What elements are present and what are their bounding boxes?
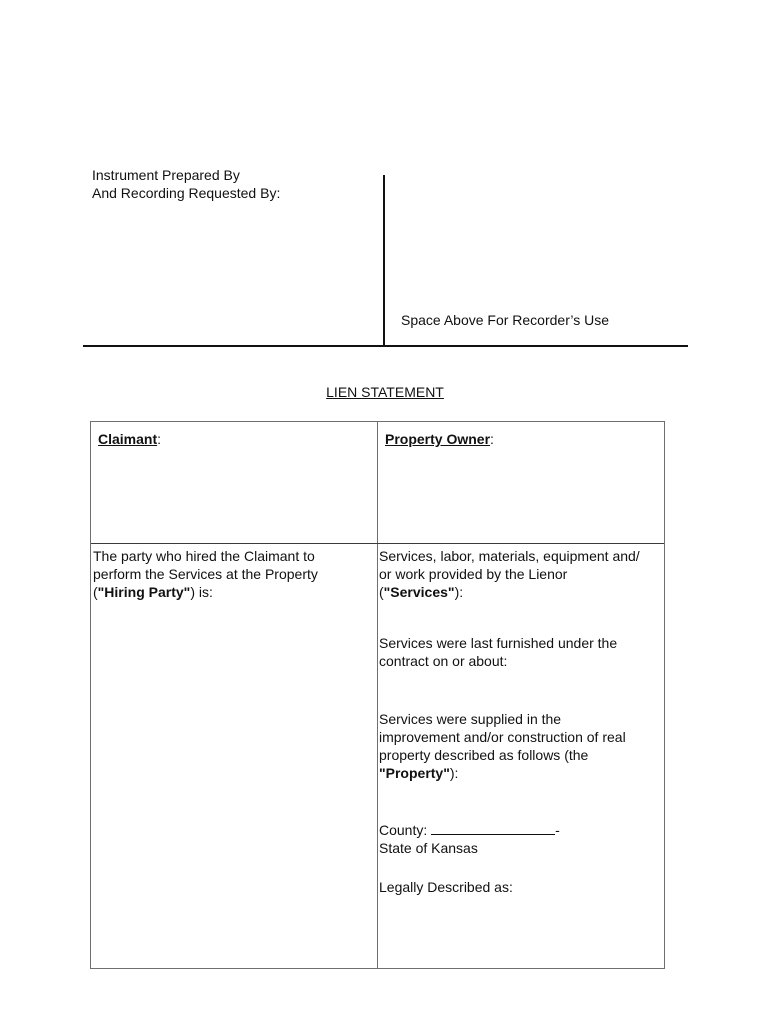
services-term: "Services": [383, 584, 455, 600]
claimant-cell: [98, 430, 161, 448]
hiring-party-line: perform the Services at the Property: [93, 566, 318, 582]
table-row-divider: [91, 543, 664, 544]
supplied-line: Services were supplied in the: [379, 711, 562, 727]
document-title: [0, 383, 770, 401]
property-owner-label: Property Owner: [385, 431, 491, 447]
lien-table: [90, 421, 665, 969]
claimant-label: Claimant: [98, 431, 158, 447]
prepared-by-block: [92, 166, 372, 202]
services-paragraph: [379, 547, 665, 601]
county-line: County: -: [379, 822, 560, 838]
recording-requested-line: And Recording Requested By:: [92, 185, 281, 201]
supplied-line: improvement and/or construction of real: [379, 729, 626, 745]
claimant-label-colon: :: [157, 431, 162, 447]
county-paragraph: [379, 821, 665, 857]
last-furnished-line: Services were last furnished under the: [379, 635, 618, 651]
legal-description-paragraph: [379, 878, 665, 896]
supplied-line: "Property"):: [379, 765, 459, 781]
state-line: State of Kansas: [379, 840, 478, 856]
table-column-divider: [377, 422, 378, 968]
county-label: County:: [379, 822, 432, 838]
services-line: ("Services"):: [379, 584, 464, 600]
services-line: or work provided by the Lienor: [379, 566, 568, 582]
services-line: Services, labor, materials, equipment and/: [379, 548, 640, 564]
last-furnished-line: contract on or about:: [379, 653, 508, 669]
property-owner-cell: [385, 430, 494, 448]
recorder-vertical-rule: [383, 175, 385, 347]
recorder-horizontal-rule: [83, 345, 688, 347]
prepared-by-line: Instrument Prepared By: [92, 167, 240, 183]
hiring-party-line: The party who hired the Claimant to: [93, 548, 315, 564]
property-term: "Property": [379, 765, 450, 781]
county-blank: [431, 822, 555, 835]
last-furnished-paragraph: [379, 634, 665, 670]
hiring-party-cell: [93, 547, 373, 601]
hiring-party-term: "Hiring Party": [97, 584, 191, 600]
hiring-party-line: ("Hiring Party") is:: [93, 584, 213, 600]
document-title-text: LIEN STATEMENT: [326, 384, 444, 400]
legal-description-label: Legally Described as:: [379, 879, 513, 895]
property-owner-label-colon: :: [490, 431, 494, 447]
supplied-paragraph: [379, 710, 665, 782]
supplied-line: property described as follows (the: [379, 747, 589, 763]
recorder-space-label: Space Above For Recorder’s Use: [401, 312, 610, 328]
